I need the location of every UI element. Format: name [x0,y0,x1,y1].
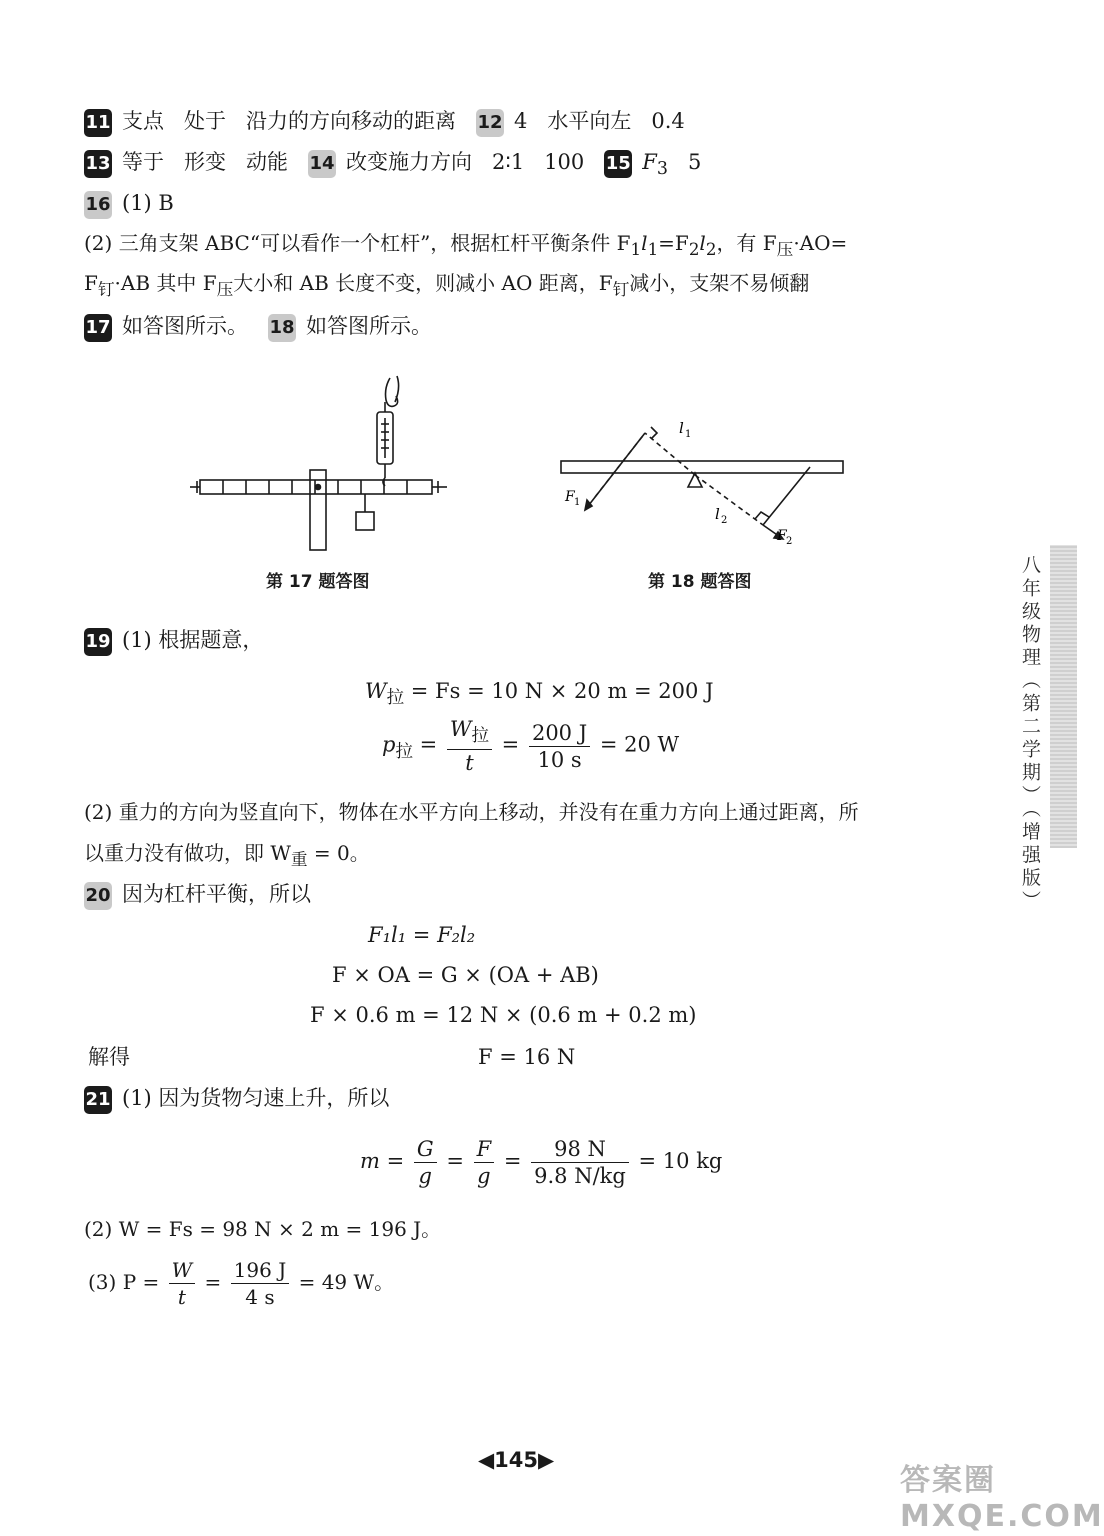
label-f2: F [777,528,787,544]
equation-20-expanded: F × OA = G × (OA + AB) [332,963,599,987]
question-badge-14: 14 [308,150,336,178]
label-f1: F [565,489,575,505]
question-badge-13: 13 [84,150,112,178]
answer-line-16-3: $F_钉\cdot AB$ 其中 $F_压$大小和 AB 长度不变，则减小 AO 距离，$F_钉$减小，支架不易倾翻 [84,271,810,299]
figure-18-caption: 第 18 题答图 [648,572,752,592]
figure-17-lever-spring-scale [185,372,455,557]
left-arrow-icon: ◀ [478,1448,495,1472]
question-badge-17: 17 [84,314,112,342]
equation-19-power: $p_拉$ = $\frac{W_拉}{t}$ = $\frac{200 J}{10 s}$ = 20 W [382,717,680,776]
svg-text:1: 1 [574,497,581,508]
equation-20-balance: F₁l₁ = F₂l₂ [368,923,476,947]
question-badge-15: 15 [604,150,632,178]
question-badge-16: 16 [84,191,112,219]
equation-21-power: (3) P = $\frac{W}{t}$ = $\frac{196 J}{4 s}$ = 49 W。 [88,1258,395,1309]
answer-line-20-1: 20 因为杠杆平衡，所以 [84,879,311,910]
question-badge-21: 21 [84,1086,112,1114]
answer-line-21-1: 21 (1) 因为货物匀速上升，所以 [84,1083,389,1114]
side-thumb-tab [1050,545,1077,848]
equation-20-result: F = 16 N [478,1045,576,1069]
question-badge-19: 19 [84,628,112,656]
answer-line-19-3: 以重力没有做功，即 $W_重 = 0$。 [84,841,370,869]
answer-line-21-2: (2) W = Fs = 98 N × 2 m = 196 J。 [84,1217,442,1241]
side-book-label: 八年级物理（第二学期）（增强版） [1019,555,1041,914]
answer-line-16-1: 16 (1) B [84,188,174,219]
svg-text:2: 2 [721,515,728,526]
solve-label: 解得 [88,1045,130,1069]
figure-18-lever-force-arms [555,415,850,550]
svg-text:1: 1 [685,429,692,440]
question-badge-18: 18 [268,314,296,342]
label-l1: l [679,419,684,437]
equation-21-mass: m = $\frac{G}{g}$ = $\frac{F}{g}$ = $\frac{98 N}{9.8 N/kg}$ = 10 kg [360,1137,723,1188]
answer-line-11-12: 11 支点 处于 沿力的方向移动的距离 12 4 水平向左 0.4 [84,106,685,137]
answer-line-19-1: 19 (1) 根据题意， [84,625,263,656]
svg-text:2: 2 [786,536,793,547]
equation-20-numbers: F × 0.6 m = 12 N × (0.6 m + 0.2 m) [310,1003,697,1027]
question-badge-11: 11 [84,109,112,137]
right-arrow-icon: ▶ [538,1448,555,1472]
equation-19-work: $W_拉 = Fs = 10$ N × 20 m = 200 J [365,679,714,709]
answer-line-19-2: (2) 重力的方向为竖直向下，物体在水平方向上移动，并没有在重力方向上通过距离，所 [84,800,859,824]
answer-line-13-15: 13 等于 形变 动能 14 改变施力方向 2∶1 100 15 $F_3$ 5 [85,150,702,180]
figure-17-caption: 第 17 题答图 [266,572,370,592]
answer-line-17-18: 17 如答图所示。 18 如答图所示。 [84,311,432,342]
question-badge-20: 20 [84,882,112,910]
page-number: ◀145▶ [478,1448,555,1472]
label-l2: l [715,505,720,523]
question-badge-12: 12 [476,109,504,137]
answer-line-16-2: (2) 三角支架 ABC“可以看作一个杠杆”，根据杠杆平衡条件 $F_1l_1=F_2l_2$，有 $F_压\cdot AO=$ [84,231,848,259]
watermark-logo: 答案圈 MXQE.COM [900,1463,1104,1534]
